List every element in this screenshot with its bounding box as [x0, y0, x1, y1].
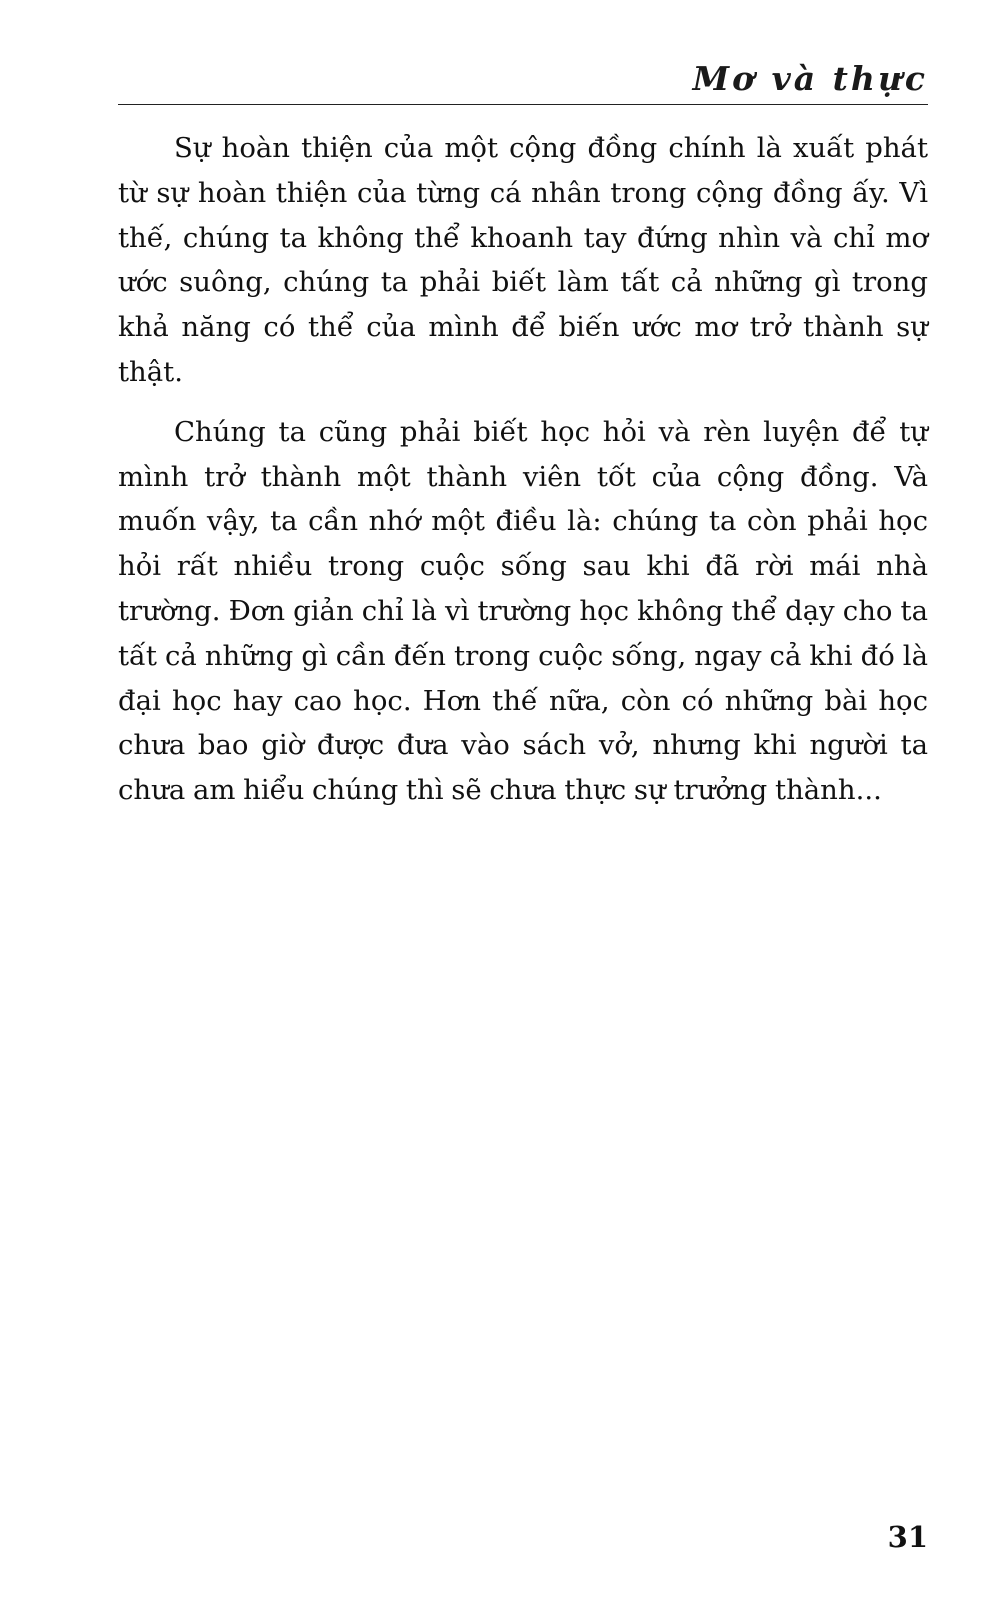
running-title: Mơ và thực: [692, 59, 928, 98]
paragraph-2: Chúng ta cũng phải biết học hỏi và rèn luyện để tự mình trở thành một thành viên tốt của cộng đồng. Và muốn vậy, ta cần nhớ một điều là: chúng ta còn phải học hỏi rất nhiều trong cuộc sống sau khi đã rời mái nhà trường. Đơn giản chỉ là vì trường học không thể dạy cho ta tất cả những gì cần đến trong cuộc sống, ngay cả khi đó là đại học hay cao học. Hơn thế nữa, còn có những bài học chưa bao giờ được đưa vào sách vở, nhưng khi người ta chưa am hiểu chúng thì sẽ chưa thực sự trưởng thành...: [118, 415, 928, 807]
paragraph-1: Sự hoàn thiện của một cộng đồng chính là xuất phát từ sự hoàn thiện của từng cá nhân trong cộng đồng ấy. Vì thế, chúng ta không thể khoanh tay đứng nhìn và chỉ mơ ước suông, chúng ta phải biết làm tất cả những gì trong khả năng có thể của mình để biến ước mơ trở thành sự thật.: [118, 132, 928, 388]
page-number: 31: [887, 1520, 928, 1554]
body-text: [118, 126, 928, 828]
running-header: [118, 48, 928, 105]
